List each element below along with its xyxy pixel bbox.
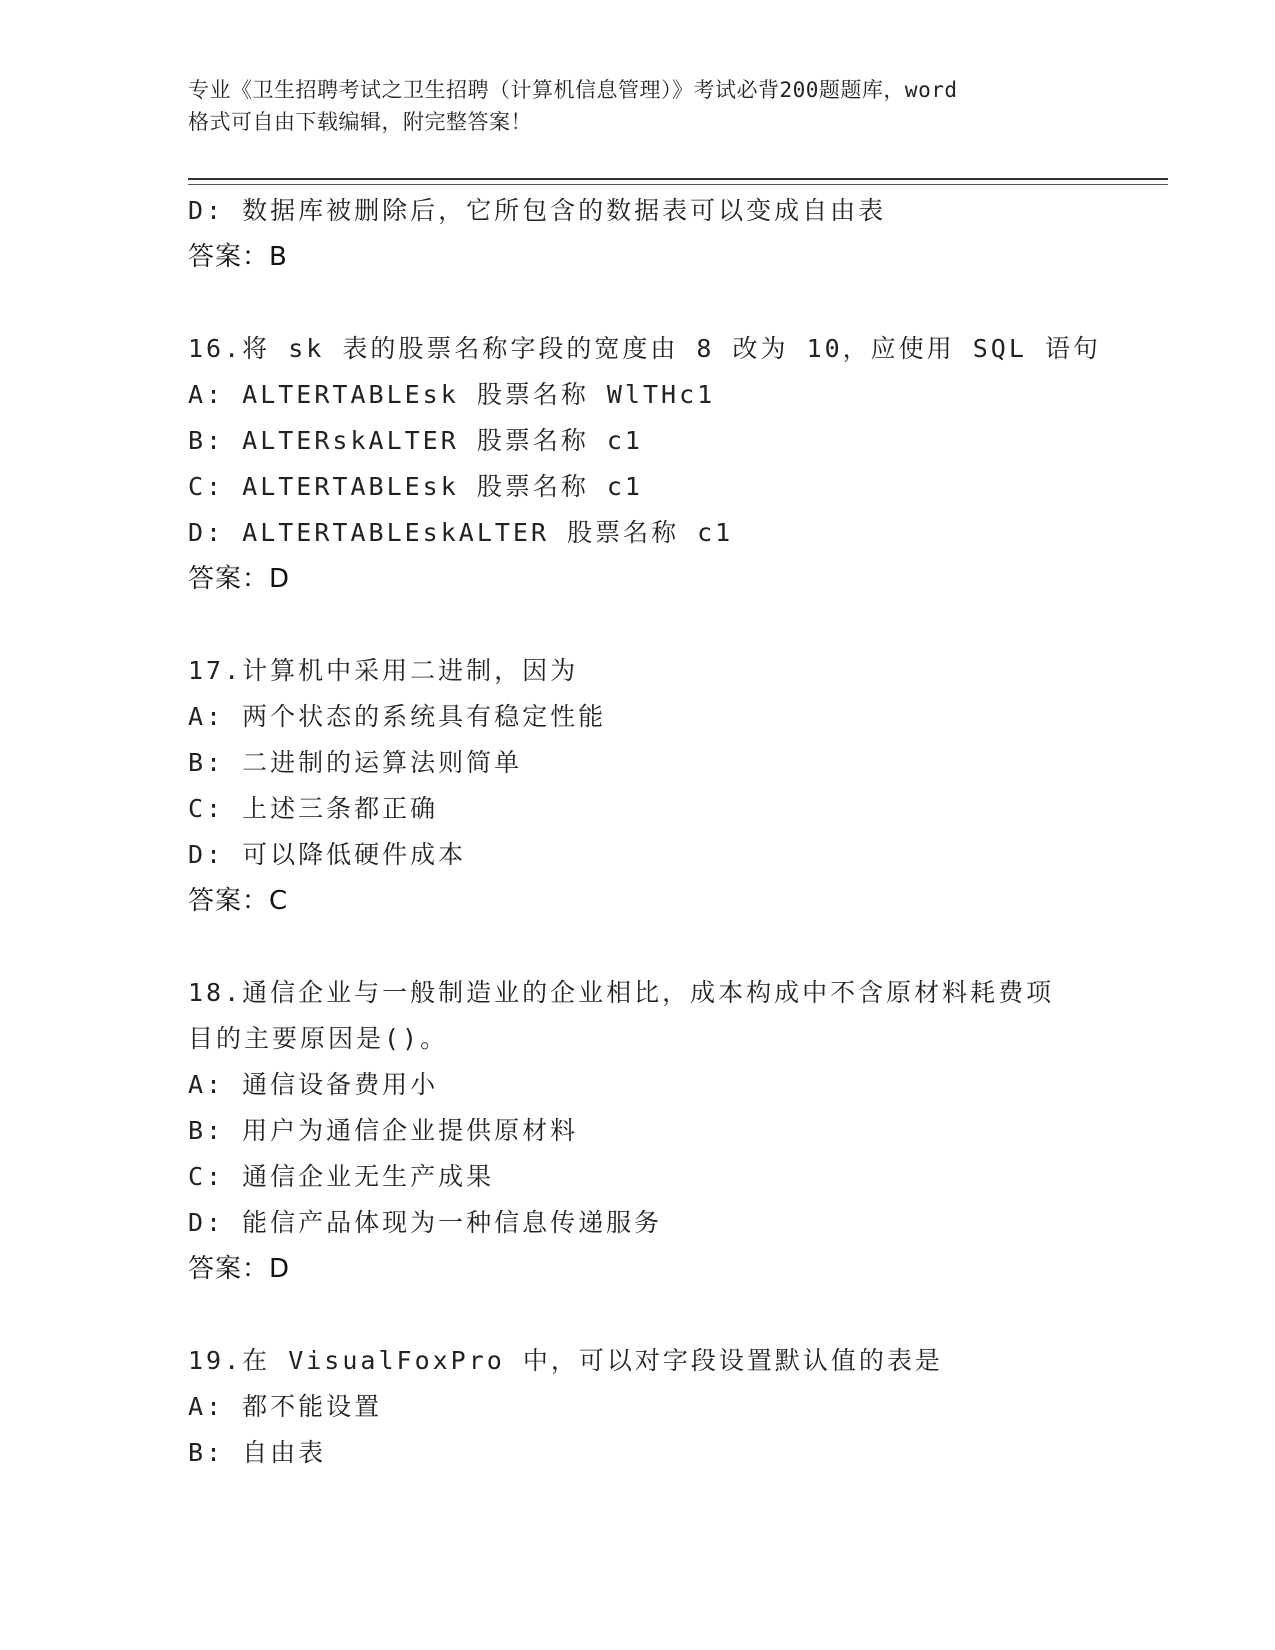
option-d: D: ALTERTABLEskALTER 股票名称 c1 xyxy=(188,518,734,547)
option-d: D: 数据库被删除后，它所包含的数据表可以变成自由表 xyxy=(188,196,887,225)
option-b: B: ALTERskALTER 股票名称 c1 xyxy=(188,426,643,455)
question-text-continued: 目的主要原因是()。 xyxy=(188,1024,449,1053)
option-d: D: 能信产品体现为一种信息传递服务 xyxy=(188,1208,663,1237)
spacer xyxy=(188,1292,1168,1338)
option-b: B: 二进制的运算法则简单 xyxy=(188,748,523,777)
header-line-1: 专业《卫生招聘考试之卫生招聘（计算机信息管理）》考试必背200题题库，word xyxy=(188,78,958,102)
option-c: C: 上述三条都正确 xyxy=(188,794,439,823)
option-c: C: ALTERTABLEsk 股票名称 c1 xyxy=(188,472,643,501)
question-block-18 xyxy=(188,970,1168,1292)
option-a: A: 都不能设置 xyxy=(188,1392,383,1421)
option-c: C: 通信企业无生产成果 xyxy=(188,1162,495,1191)
question-block-19 xyxy=(188,1338,1168,1476)
option-b: B: 用户为通信企业提供原材料 xyxy=(188,1116,579,1145)
answer-label: 答案：B xyxy=(188,242,288,272)
question-block-16 xyxy=(188,326,1168,602)
document-header xyxy=(188,74,1088,138)
header-divider-thick xyxy=(188,178,1168,180)
question-block-17 xyxy=(188,648,1168,924)
question-text: 18.通信企业与一般制造业的企业相比，成本构成中不含原材料耗费项 xyxy=(188,978,1055,1007)
answer-label: 答案：D xyxy=(188,1254,291,1284)
option-a: A: ALTERTABLEsk 股票名称 WlTHc1 xyxy=(188,380,716,409)
question-text: 17.计算机中采用二进制，因为 xyxy=(188,656,579,685)
header-divider-thin xyxy=(188,184,1168,185)
answer-label: 答案：D xyxy=(188,564,291,594)
question-text: 16.将 sk 表的股票名称字段的宽度由 8 改为 10，应使用 SQL 语句 xyxy=(188,334,1101,363)
option-a: A: 通信设备费用小 xyxy=(188,1070,439,1099)
question-text: 19.在 VisualFoxPro 中，可以对字段设置默认值的表是 xyxy=(188,1346,943,1375)
header-line-2: 格式可自由下载编辑，附完整答案！ xyxy=(188,110,532,134)
option-d: D: 可以降低硬件成本 xyxy=(188,840,467,869)
option-a: A: 两个状态的系统具有稳定性能 xyxy=(188,702,607,731)
spacer xyxy=(188,602,1168,648)
option-b: B: 自由表 xyxy=(188,1438,327,1467)
question-list xyxy=(188,188,1168,1476)
spacer xyxy=(188,280,1168,326)
question-block-15 xyxy=(188,188,1168,280)
answer-label: 答案：C xyxy=(188,886,289,916)
spacer xyxy=(188,924,1168,970)
